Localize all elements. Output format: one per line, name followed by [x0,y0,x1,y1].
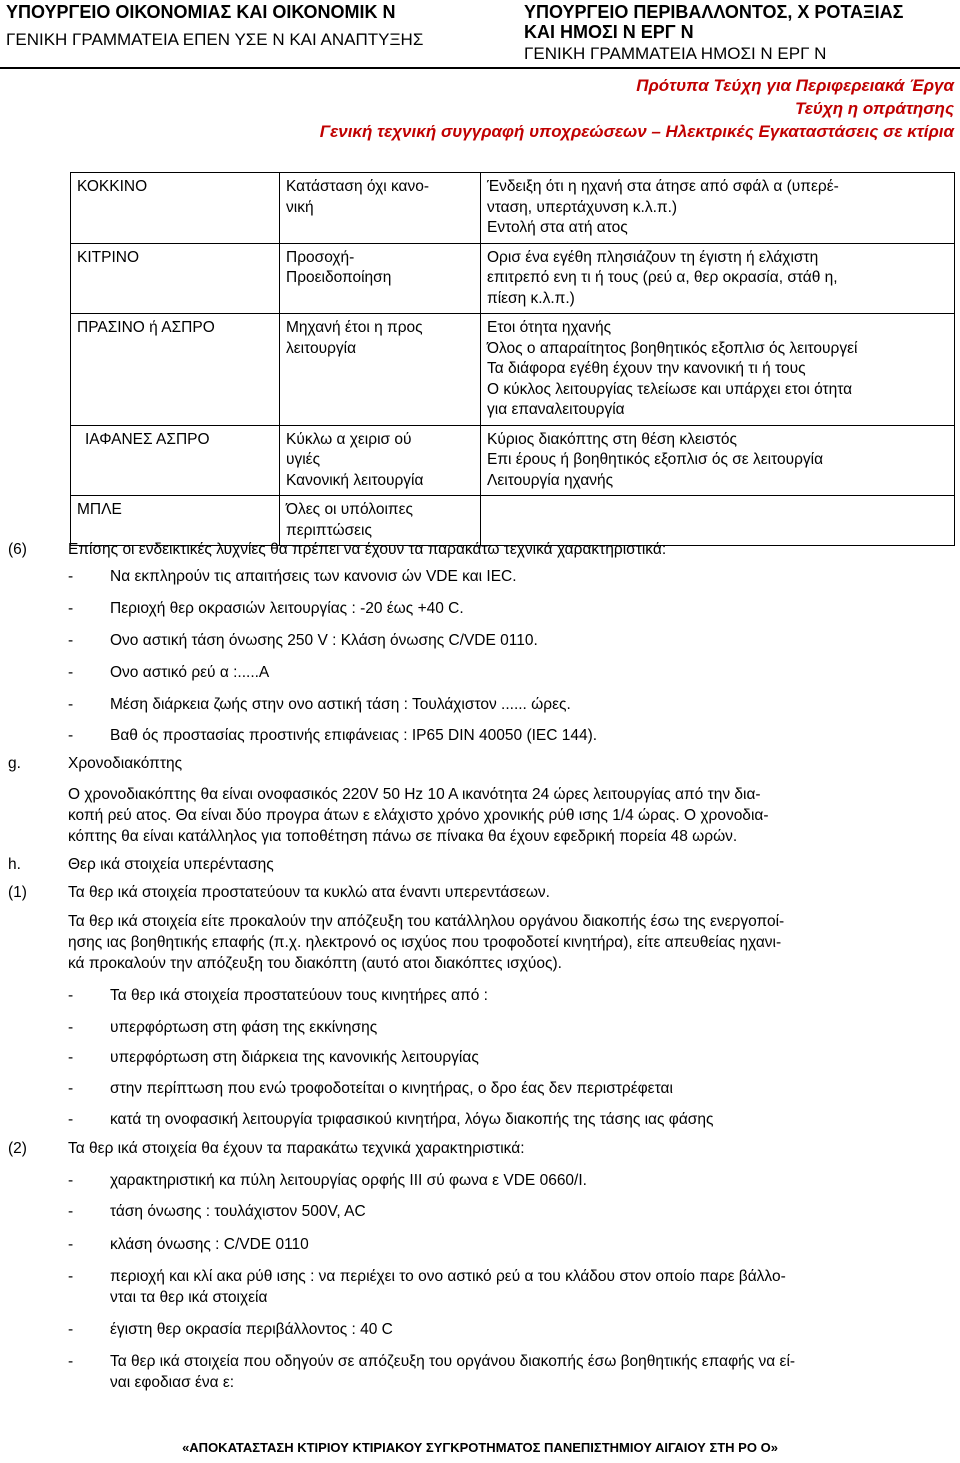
table-cell-state: Προσοχή- Προειδοποίηση [280,243,481,314]
list-item: Ονο αστική τάση όνωσης 250 V : Κλάση όνωσης C/VDE 0110. [110,632,538,649]
list-item: υπερφόρτωση στη διάρκεια της κανονικής λειτουργίας [110,1049,479,1066]
header-rule [0,67,960,69]
table-cell-state: Κατάσταση όχι κανο- νική [280,173,481,244]
bullet-dash: - [68,1203,74,1220]
list-item: κατά τη ονοφασική λειτουργία τριφασικού κινητήρα, λόγω διακοπής της τάσης ιας φάσης [110,1111,714,1128]
list-item: Περιοχή θερ οκρασιών λειτουργίας : -20 έως +40 C. [110,600,464,617]
bullet-dash: - [68,987,74,1004]
paragraph-line: κοπή ρεύ ατος. Θα είναι δύο προγρα άτων ε ελάχιστο χρόνο χρονικής ρύθ ισης 1/4 ώρας. Ο χρονοδια- [68,807,769,824]
paragraph-line: Τα θερ ικά στοιχεία θα έχουν τα παρακάτω τεχνικά χαρακτηριστικά: [68,1140,525,1157]
paragraph-line: Τα θερ ικά στοιχεία είτε προκαλούν την απόζευξη του κατάλληλου οργάνου διακοπής έσω της ενεργοποί- [68,913,785,930]
ministry-right-subtitle: ΓΕΝΙΚΗ ΓΡΑΜΜΑΤΕΙΑ ΗΜΟΣΙ Ν ΕΡΓ Ν [524,44,827,63]
bullet-dash: - [68,1172,74,1189]
table-cell-meaning: Ετοι ότητα ηχανής Όλος ο απαραίτητος βοηθητικός εξοπλισ ός λειτουργεί Τα διάφορα εγέθη έχουν την κανονική τι ή τους Ο κύκλος λειτουργίας τελείωσε και υπάρχει ετοι ότητα για επαναλειτουργία [481,314,955,426]
section-h-number: h. [8,856,21,873]
table-row [71,243,955,314]
table-row [71,173,955,244]
bullet-dash: - [68,632,74,649]
table-cell-color: ΙΑΦΑΝΕΣ ΑΣΠΡΟ [71,425,280,496]
ministry-right-title: ΥΠΟΥΡΓΕΙΟ ΠΕΡΙΒΑΛΛΟΝΤΟΣ, Χ ΡΟΤΑΞΙΑΣ [524,2,904,22]
table-cell-meaning: Ορισ ένα εγέθη πλησιάζουν τη έγιστη ή ελάχιστη επιτρεπό ενη τι ή τους (ρεύ α, θερ οκρασία, στάθ η, πίεση κ.λ.π.) [481,243,955,314]
table-cell-state: Όλες οι υπόλοιπες περιπτώσεις [280,496,481,546]
list-item-continued: ναι εφοδιασ ένα ε: [110,1374,235,1391]
list-item: Τα θερ ικά στοιχεία προστατεύουν τους κινητήρες από : [110,987,488,1004]
table-cell-color: ΚΟΚΚΙΝΟ [71,173,280,244]
table-cell-state: Κύκλω α χειρισ ού υγιές Κανονική λειτουργία [280,425,481,496]
list-item: Μέση διάρκεια ζωής στην ονο αστική τάση : Τουλάχιστον ...... ώρες. [110,696,571,713]
list-item: Ονο αστικό ρεύ α :.....A [110,664,270,681]
doc-title-3: Γενική τεχνική συγγραφή υποχρεώσεων – Ηλεκτρικές Εγκαταστάσεις σε κτίρια [319,122,954,141]
table-cell-meaning [481,496,955,546]
paragraph-line: Ο χρονοδιακόπτης θα είναι ονοφασικός 220V 50 Hz 10 A ικανότητα 24 ώρες λειτουργίας από την δια- [68,786,761,803]
ministry-right-title-2: ΚΑΙ ΗΜΟΣΙ Ν ΕΡΓ Ν [524,22,694,42]
doc-title-1: Πρότυπα Τεύχη για Περιφερειακά Έργα [636,76,954,95]
table-cell-color: ΠΡΑΣΙΝΟ ή ΑΣΠΡΟ [71,314,280,426]
bullet-dash: - [68,696,74,713]
list-item: Τα θερ ικά στοιχεία που οδηγούν σε απόζευξη του οργάνου διακοπής έσω βοηθητικής επαφής να εί- [110,1353,796,1370]
bullet-dash: - [68,1049,74,1066]
list-item: περιοχή και κλί ακα ρύθ ισης : να περιέχει το ονο αστικό ρεύ α του κλάδου στον οποίο παρε βάλλο- [110,1268,786,1285]
list-item: κλάση όνωσης : C/VDE 0110 [110,1236,309,1253]
bullet-dash: - [68,1321,74,1338]
bullet-dash: - [68,1019,74,1036]
table-cell-meaning: Κύριος διακόπτης στη θέση κλειστός Επι έρους ή βοηθητικός εξοπλισ ός σε λειτουργία Λειτουργία ηχανής [481,425,955,496]
section-g-title: Χρονοδιακόπτης [68,755,183,772]
list-item: υπερφόρτωση στη φάση της εκκίνησης [110,1019,378,1036]
ministry-left-title: ΥΠΟΥΡΓΕΙΟ ΟΙΚΟΝΟΜΙΑΣ ΚΑΙ ΟΙΚΟΝΟΜΙΚ Ν [6,2,396,22]
bullet-dash: - [68,1353,74,1370]
bullet-dash: - [68,1268,74,1285]
paragraph-line: ησης ιας βοηθητικής επαφής (π.χ. ηλεκτρονό ος ισχύος που τροφοδοτεί κινητήρα), είτε απευθείας ηχανι- [68,934,782,951]
table-row [71,496,955,546]
ministry-left-subtitle: ΓΕΝΙΚΗ ΓΡΑΜΜΑΤΕΙΑ ΕΠΕΝ ΥΣΕ Ν ΚΑΙ ΑΝΑΠΤΥΞΗΣ [6,30,424,49]
list-item-continued: νται τα θερ ικά στοιχεία [110,1289,268,1306]
list-item: Βαθ ός προστασίας προστινής επιφάνειας : IP65 DIN 40050 (IEC 144). [110,727,598,744]
list-item: Να εκπληρούν τις απαιτήσεις των κανονισ ών VDE και IEC. [110,568,517,585]
section-6-number: (6) [8,541,27,558]
paragraph-number: (1) [8,884,27,901]
table-cell-meaning: Ένδειξη ότι η ηχανή στα άτησε από σφάλ α (υπερέ- νταση, υπερτάχυνση κ.λ.π.) Εντολή στα ατή ατος [481,173,955,244]
bullet-dash: - [68,1236,74,1253]
table-cell-color: ΚΙΤΡΙΝΟ [71,243,280,314]
bullet-dash: - [68,600,74,617]
table-cell-color: ΜΠΛΕ [71,496,280,546]
bullet-dash: - [68,664,74,681]
list-item: έγιστη θερ οκρασία περιβάλλοντος : 40 C [110,1321,393,1338]
section-g-number: g. [8,755,21,772]
indicator-lamps-table [70,172,955,546]
paragraph-line: κά προκαλούν την απόζευξη του διακόπτη (αυτό ατοι διακόπτες ισχύος). [68,955,562,972]
bullet-dash: - [68,1111,74,1128]
list-item: τάση όνωσης : τουλάχιστον 500V, AC [110,1203,366,1220]
doc-title-2: Τεύχη η οπράτησης [794,99,954,118]
bullet-dash: - [68,1080,74,1097]
section-6-intro: Επίσης οι ενδεικτικές λυχνίες θα πρέπει να έχουν τα παρακάτω τεχνικά χαρακτηριστικά: [68,541,667,558]
section-h-title: Θερ ικά στοιχεία υπερέντασης [68,856,274,873]
paragraph-number: (2) [8,1140,27,1157]
paragraph-line: κόπτης θα είναι κατάλληλος για τοποθέτηση πάνω σε πίνακα θα έχουν εφεδρική πορεία 48 ωρών. [68,828,738,845]
page-footer: «ΑΠΟΚΑΤΑΣΤΑΣΗ ΚΤΙΡΙΟΥ ΚΤΙΡΙΑΚΟΥ ΣΥΓΚΡΟΤΗΜΑΤΟΣ ΠΑΝΕΠΙΣΤΗΜΙΟΥ ΑΙΓΑΙΟΥ ΣΤΗ ΡΟ Ο» [182,1440,778,1455]
table-row [71,314,955,426]
table-row [71,425,955,496]
list-item: χαρακτηριστική κα πύλη λειτουργίας ορφής III σύ φωνα ε VDE 0660/I. [110,1172,587,1189]
bullet-dash: - [68,568,74,585]
paragraph-line: Τα θερ ικά στοιχεία προστατεύουν τα κυκλώ ατα έναντι υπερεντάσεων. [68,884,550,901]
list-item: στην περίπτωση που ενώ τροφοδοτείται ο κινητήρας, ο δρο έας δεν περιστρέφεται [110,1080,673,1097]
table-cell-state: Μηχανή έτοι η προς λειτουργία [280,314,481,426]
bullet-dash: - [68,727,74,744]
